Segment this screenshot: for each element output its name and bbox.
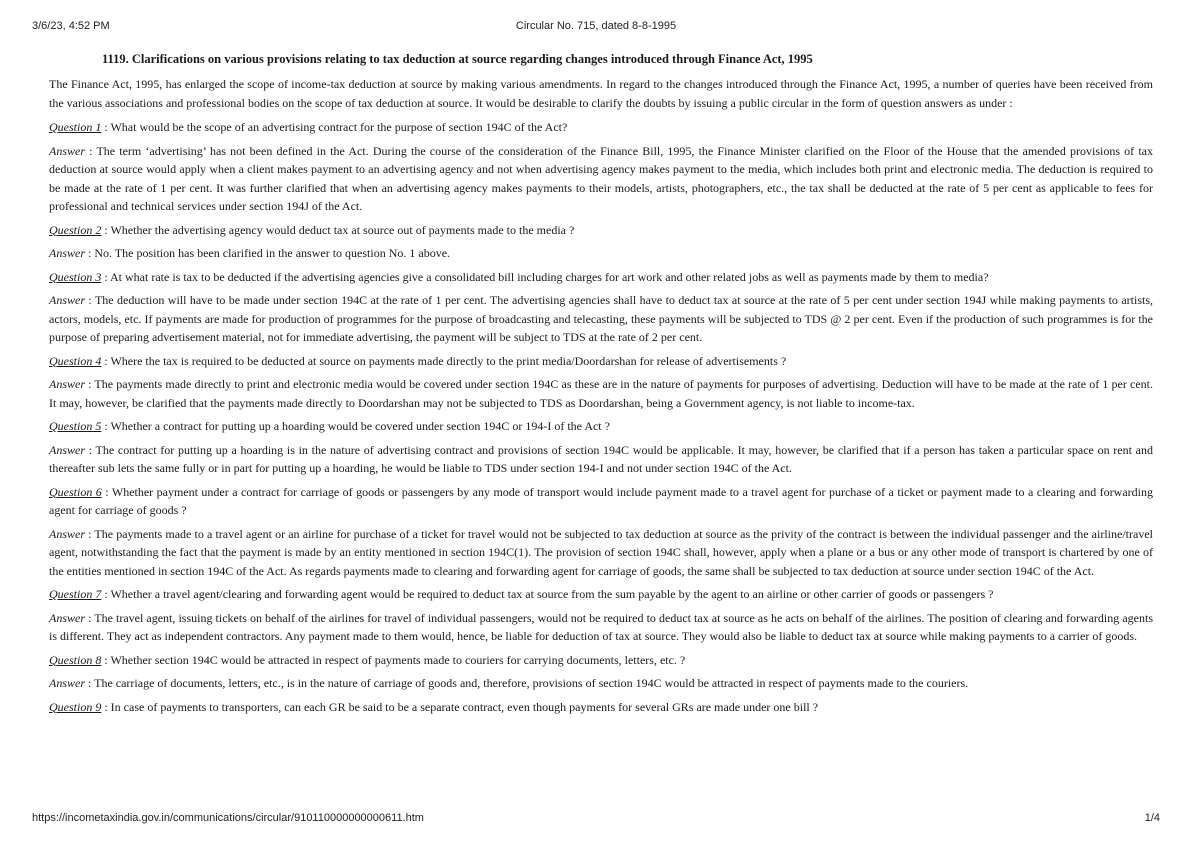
question-paragraph bbox=[49, 698, 1153, 717]
question-paragraph bbox=[49, 483, 1153, 520]
intro-paragraph: The Finance Act, 1995, has enlarged the scope of income-tax deduction at source by making various amendments. In regard to the changes introduced through the Finance Act, 1995, a number of queries have been received from the various associations and professional bodies on the scope of tax deduction at source. It would be desirable to clarify the doubts by issuing a public circular in the form of question answers as under : bbox=[49, 77, 1153, 110]
question-text: : Whether the advertising agency would deduct tax at source out of payments made to the media ? bbox=[101, 222, 575, 237]
answer-text: : The contract for putting up a hoarding is in the nature of advertising contract and provisions of section 194C would be applicable. It may, however, be clarified that if a person has taken a particular space on rent and thereafter sub lets the same fully or in part for putting up a hoarding, he would be liable to TDS under section 194-I and not under section 194C of the Act. bbox=[49, 442, 1153, 475]
answer-text: : No. The position has been clarified in the answer to question No. 1 above. bbox=[85, 246, 451, 260]
answer-text: : The deduction will have to be made under section 194C at the rate of 1 per cent. The advertising agencies shall have to deduct tax at source at the rate of 5 per cent under section 194J while making payments to artists, actors, models, etc. If payments are made for production of programmes for the purpose of broadcasting and telecasting, these payments will be subjected to TDS @ 2 per cent. Even if the production of such programmes is for the purpose of preparing advertisement material, not for immediate advertising, the payment will be subject to TDS at the rate of 2 per cent. bbox=[49, 293, 1153, 344]
print-header bbox=[32, 20, 1160, 34]
question-text: : Whether a travel agent/clearing and forwarding agent would be required to deduct tax at source from the sum payable by the agent to an airline or other carrier of goods or passengers ? bbox=[101, 587, 994, 601]
answer-label: Answer bbox=[49, 526, 85, 541]
question-text: : Whether a contract for putting up a hoarding would be covered under section 194C or 194-I of the Act ? bbox=[101, 419, 610, 433]
question-label: Question 7 bbox=[49, 587, 102, 601]
answer-paragraph bbox=[49, 525, 1153, 581]
qa-list bbox=[49, 118, 1153, 716]
question-paragraph bbox=[49, 268, 1153, 287]
question-label: Question 5 bbox=[49, 419, 102, 433]
question-text: : Whether payment under a contract for carriage of goods or passengers by any mode of transport would include payment made to a travel agent for purchase of a ticket or payment made to a clearing and forwarding agent for carriage of goods ? bbox=[49, 484, 1153, 517]
answer-label: Answer bbox=[49, 246, 85, 260]
question-paragraph bbox=[49, 118, 1153, 137]
answer-paragraph bbox=[49, 375, 1153, 412]
answer-paragraph bbox=[49, 291, 1153, 347]
question-label: Question 2 bbox=[49, 222, 102, 237]
print-datetime: 3/6/23, 4:52 PM bbox=[32, 20, 110, 32]
answer-text: : The payments made directly to print and electronic media would be covered under section 194C as these are in the nature of payments for purposes of advertising. Deduction will have to be made at the rate of 1 per cent. It may, however, be clarified that the payments made directly to Doordarshan may not be subjected to TDS as Doordarshan, being a Government agency, is not liable to income-tax. bbox=[49, 377, 1153, 410]
answer-paragraph bbox=[49, 244, 1153, 263]
answer-label: Answer bbox=[49, 377, 85, 391]
question-text: : Where the tax is required to be deducted at source on payments made directly to the print media/Doordarshan for release of advertisements ? bbox=[101, 353, 787, 368]
question-label: Question 6 bbox=[49, 484, 102, 499]
print-page-title: Circular No. 715, dated 8-8-1995 bbox=[515, 20, 677, 32]
question-label: Question 1 bbox=[49, 120, 102, 134]
answer-text: : The carriage of documents, letters, etc., is in the nature of carriage of goods and, therefore, provisions of section 194C would be attracted in respect of payments made to the couriers. bbox=[85, 676, 969, 690]
answer-label: Answer bbox=[49, 143, 85, 158]
answer-text: : The payments made to a travel agent or an airline for purchase of a ticket for travel would not be subjected to tax deduction at source as the privity of the contract is between the individual passenger and the airline/travel agent, notwithstanding the fact that the payment is made by an entity mentioned in section 194C(1). The provision of section 194C shall, however, apply when a plane or a bus or any other mode of transport is chartered by one of the entities mentioned in section 194C of the Act. As regards payments made to clearing and forwarding agent for carriage of goods, the same shall be subjected to tax deduction at source under section 194C of the Act. bbox=[49, 526, 1153, 578]
question-paragraph bbox=[49, 585, 1153, 604]
answer-text: : The term ‘advertising’ has not been defined in the Act. During the course of the consideration of the Finance Bill, 1995, the Finance Minister clarified on the Floor of the House that the amended provisions of tax deduction at source would apply when a client makes payment to an advertising agency and not when advertising agency makes payment to the media, which includes both print and electronic media. The deduction is required to be made at the rate of 1 per cent. It was further clarified that when an advertising agency makes payments to their models, artists, photographers, etc., the tax shall be deducted at the rate of 5 per cent as applicable to fees for professional and technical services under section 194J of the Act. bbox=[49, 143, 1153, 213]
answer-label: Answer bbox=[49, 293, 85, 307]
question-text: : What would be the scope of an advertising contract for the purpose of section 194C of the Act? bbox=[101, 120, 568, 134]
answer-paragraph bbox=[49, 142, 1153, 216]
document-heading: 1119. Clarifications on various provisions relating to tax deduction at source regarding changes introduced through Finance Act, 1995 bbox=[102, 52, 813, 66]
question-label: Question 8 bbox=[49, 652, 102, 667]
question-text: : In case of payments to transporters, can each GR be said to be a separate contract, even though payments for several GRs are made under one bill ? bbox=[101, 699, 819, 714]
page-number: 1/4 bbox=[1144, 812, 1160, 824]
answer-text: : The travel agent, issuing tickets on behalf of the airlines for travel of individual passengers, would not be required to deduct tax at source as he acts on behalf of the airlines. The position of clearing and forwarding agents is different. They act as independent contractors. Any payment made to them would, hence, be liable for deduction of tax at source. They would also be liable to deduct tax at source while making payments to a carrier of goods. bbox=[49, 610, 1153, 643]
answer-paragraph bbox=[49, 609, 1153, 646]
question-paragraph bbox=[49, 221, 1153, 240]
answer-label: Answer bbox=[49, 442, 85, 457]
print-footer bbox=[32, 812, 1160, 826]
question-paragraph bbox=[49, 651, 1153, 670]
question-text: : Whether section 194C would be attracted in respect of payments made to couriers for carrying documents, letters, etc. ? bbox=[101, 652, 686, 667]
question-text: : At what rate is tax to be deducted if the advertising agencies give a consolidated bill including charges for art work and other related jobs as well as payments made by them to media? bbox=[101, 269, 989, 284]
circular-document bbox=[49, 50, 1153, 721]
answer-paragraph bbox=[49, 674, 1153, 693]
question-label: Question 3 bbox=[49, 269, 102, 284]
answer-label: Answer bbox=[49, 676, 85, 690]
question-paragraph bbox=[49, 417, 1153, 436]
page-url: https://incometaxindia.gov.in/communications/circular/910110000000000611.htm bbox=[32, 812, 424, 824]
answer-label: Answer bbox=[49, 610, 85, 625]
question-label: Question 9 bbox=[49, 699, 102, 714]
answer-paragraph bbox=[49, 441, 1153, 478]
question-label: Question 4 bbox=[49, 353, 102, 368]
question-paragraph bbox=[49, 352, 1153, 371]
